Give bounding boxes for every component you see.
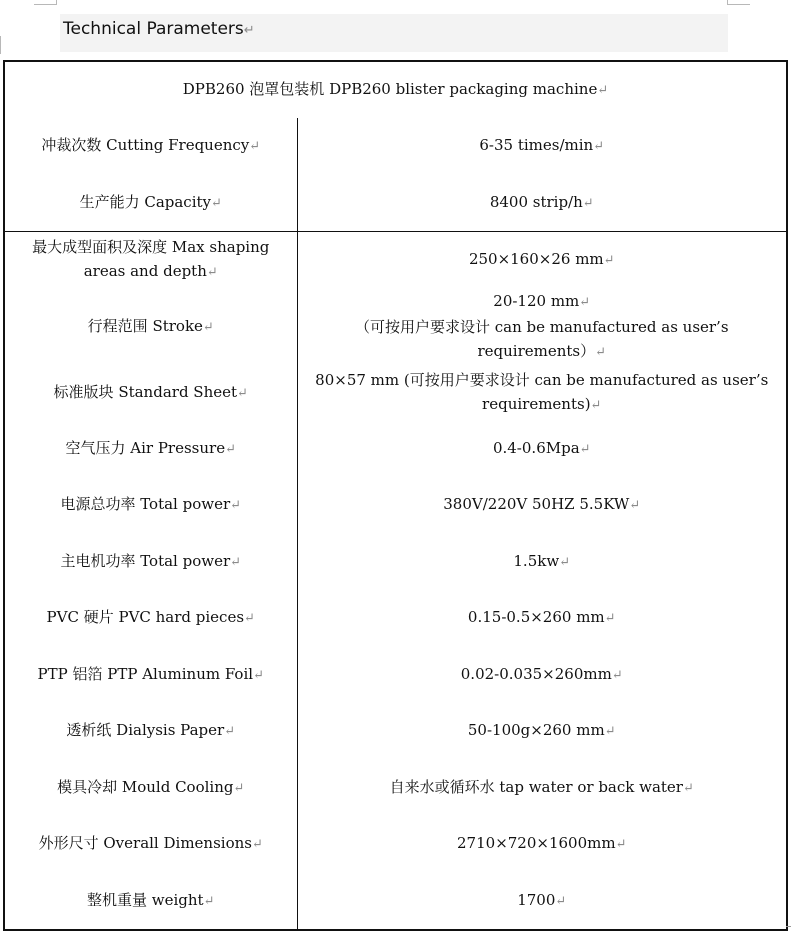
return-mark-icon: ↵ xyxy=(597,83,609,98)
return-mark-icon: ↵ xyxy=(595,344,607,360)
table-row xyxy=(4,289,787,365)
margin-mark-top-left xyxy=(34,0,57,5)
param-value[interactable]: 80×57 mm (可按用户要求设计 can be manufactured as user’s requirements)↵ xyxy=(315,370,769,413)
param-label[interactable]: 模具冷却 Mould Cooling↵ xyxy=(4,760,297,817)
table-row xyxy=(4,477,787,534)
return-mark-icon: ↵ xyxy=(249,139,261,155)
table-row xyxy=(4,118,787,175)
return-mark-icon: ↵ xyxy=(604,611,616,627)
margin-mark-left xyxy=(0,36,1,54)
param-label[interactable]: 外形尺寸 Overall Dimensions↵ xyxy=(4,816,297,873)
return-mark-icon: ↵ xyxy=(555,893,567,909)
table-row xyxy=(4,175,787,232)
param-value[interactable]: 250×160×26 mm↵ xyxy=(297,232,787,289)
param-value[interactable]: 20-120 mm↵ （可按用户要求设计 can be manufactured as user’s requirements）↵ xyxy=(354,291,729,360)
return-mark-icon: ↵ xyxy=(244,611,255,627)
table-row xyxy=(4,534,787,591)
param-label[interactable]: 最大成型面积及深度 Max shaping areas and depth↵ xyxy=(4,232,297,289)
return-mark-icon: ↵ xyxy=(611,667,623,683)
return-mark-icon: ↵ xyxy=(230,554,242,570)
table-row xyxy=(4,232,787,289)
param-value[interactable]: 0.02-0.035×260mm↵ xyxy=(460,664,623,683)
param-label[interactable]: PVC 硬片 PVC hard pieces↵ xyxy=(4,590,297,647)
param-label[interactable]: 冲裁次数 Cutting Frequency↵ xyxy=(4,118,297,175)
return-mark-icon: ↵ xyxy=(202,319,214,335)
param-label[interactable]: 标准版块 Standard Sheet↵ xyxy=(4,365,297,421)
table-row xyxy=(4,421,787,478)
return-mark-icon: ↵ xyxy=(579,441,591,457)
return-mark-icon: ↵ xyxy=(253,667,264,683)
table-row xyxy=(4,647,787,704)
table-row xyxy=(4,590,787,647)
param-value[interactable]: 自来水或循环水 tap water or back water↵ xyxy=(389,777,694,796)
return-mark-icon: ↵ xyxy=(251,837,263,853)
param-value[interactable]: 380V/220V 50HZ 5.5KW↵ xyxy=(443,495,641,514)
param-label[interactable]: PTP 铝箔 PTP Aluminum Foil↵ xyxy=(4,647,297,704)
return-mark-icon: ↵ xyxy=(211,195,222,211)
table-row xyxy=(4,760,787,817)
margin-mark-top-right xyxy=(727,0,750,5)
return-mark-icon: ↵ xyxy=(579,294,591,310)
param-value[interactable]: 1.5kw↵ xyxy=(513,551,571,570)
return-mark-icon: ↵ xyxy=(593,139,605,155)
param-value[interactable]: 0.4-0.6Mpa↵ xyxy=(492,438,591,457)
return-mark-icon: ↵ xyxy=(230,498,242,514)
param-label[interactable]: 主电机功率 Total power↵ xyxy=(4,534,297,591)
table-row xyxy=(4,816,787,873)
param-value[interactable]: 50-100g×260 mm↵ xyxy=(467,721,616,740)
param-label[interactable]: 透析纸 Dialysis Paper↵ xyxy=(4,703,297,760)
table-title[interactable]: DPB260 泡罩包装机 DPB260 blister packaging machine↵ xyxy=(182,80,609,98)
return-mark-icon: ↵ xyxy=(237,385,248,401)
return-mark-icon: ↵ xyxy=(603,253,615,269)
section-heading[interactable]: Technical Parameters↵ xyxy=(63,19,255,39)
return-mark-icon: ↵ xyxy=(582,195,594,211)
param-value[interactable]: 0.15-0.5×260 mm↵ xyxy=(467,608,616,627)
param-value[interactable]: 1700↵ xyxy=(517,890,567,909)
return-mark-icon: ↵ xyxy=(604,724,616,740)
return-mark-icon: ↵ xyxy=(629,498,641,514)
table-row xyxy=(4,365,787,421)
return-mark-icon: ↵ xyxy=(590,397,602,413)
param-label[interactable]: 电源总功率 Total power↵ xyxy=(4,477,297,534)
table-row xyxy=(4,703,787,760)
return-mark-icon: ↵ xyxy=(203,893,215,909)
return-mark-icon: ↵ xyxy=(233,780,245,796)
param-label[interactable]: 整机重量 weight↵ xyxy=(4,873,297,931)
table-row xyxy=(4,873,787,931)
return-mark-icon: ↵ xyxy=(225,441,236,457)
return-mark-icon: ↵ xyxy=(224,724,236,740)
param-label[interactable]: 空气压力 Air Pressure↵ xyxy=(4,421,297,478)
margin-mark-bottom-right xyxy=(786,926,791,927)
param-label[interactable]: 行程范围 Stroke↵ xyxy=(4,289,297,365)
parameters-table xyxy=(3,60,788,931)
return-mark-icon: ↵ xyxy=(682,780,694,796)
return-mark-icon: ↵ xyxy=(615,837,627,853)
return-mark-icon: ↵ xyxy=(243,23,255,38)
return-mark-icon: ↵ xyxy=(206,265,218,281)
table-title-row xyxy=(4,61,787,118)
param-value[interactable]: 2710×720×1600mm↵ xyxy=(457,834,627,853)
param-label[interactable]: 生产能力 Capacity↵ xyxy=(4,175,297,232)
heading-bar xyxy=(60,14,728,52)
param-value[interactable]: 8400 strip/h↵ xyxy=(489,192,594,211)
return-mark-icon: ↵ xyxy=(559,554,571,570)
param-value[interactable]: 6-35 times/min↵ xyxy=(479,136,605,155)
